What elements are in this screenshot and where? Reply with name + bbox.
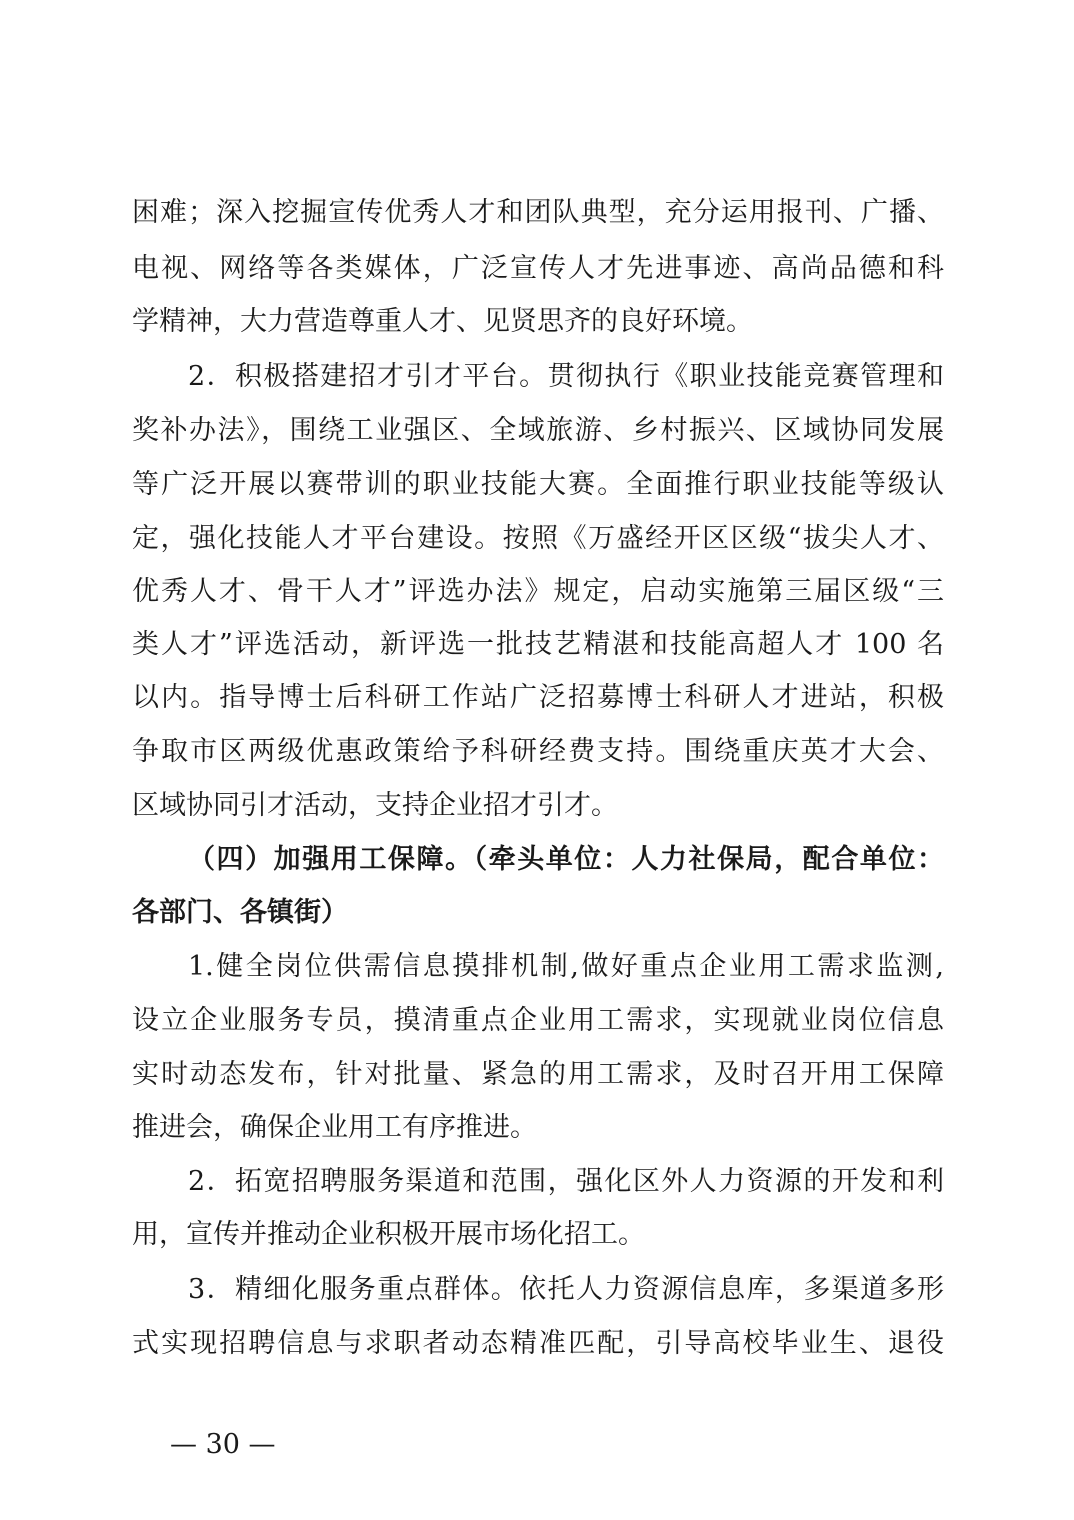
paragraph-line: 式实现招聘信息与求职者动态精准匹配，引导高校毕业生、退役 xyxy=(132,1328,944,1359)
paragraph-line: 设立企业服务专员，摸清重点企业用工需求，实现就业岗位信息 xyxy=(132,1005,944,1036)
section-heading-line: （四）加强用工保障。（牵头单位：人力社保局，配合单位： xyxy=(188,844,944,875)
paragraph-line: 电视、网络等各类媒体，广泛宣传人才先进事迹、高尚品德和科 xyxy=(132,253,944,284)
paragraph-line: 实时动态发布，针对批量、紧急的用工需求，及时召开用工保障 xyxy=(132,1059,944,1090)
paragraph-line: 以内。指导博士后科研工作站广泛招募博士科研人才进站，积极 xyxy=(132,682,944,713)
paragraph-line: 争取市区两级优惠政策给予科研经费支持。围绕重庆英才大会、 xyxy=(132,736,944,767)
paragraph-line: 2．积极搭建招才引才平台。贯彻执行《职业技能竞赛管理和 xyxy=(188,361,944,392)
paragraph-line: 类人才”评选活动，新评选一批技艺精湛和技能高超人才 100 名 xyxy=(132,629,944,660)
paragraph-line: 优秀人才、骨干人才”评选办法》规定，启动实施第三届区级“三 xyxy=(132,576,944,607)
paragraph-line: 等广泛开展以赛带训的职业技能大赛。全面推行职业技能等级认 xyxy=(132,469,944,500)
paragraph-line: 区域协同引才活动，支持企业招才引才。 xyxy=(132,790,618,821)
paragraph-line: 困难；深入挖掘宣传优秀人才和团队典型，充分运用报刊、广播、 xyxy=(132,197,944,228)
paragraph-line: 3．精细化服务重点群体。依托人力资源信息库，多渠道多形 xyxy=(188,1274,944,1305)
paragraph-line: 定，强化技能人才平台建设。按照《万盛经开区区级“拔尖人才、 xyxy=(132,523,944,554)
paragraph-line: 学精神，大力营造尊重人才、见贤思齐的良好环境。 xyxy=(132,306,753,337)
paragraph-line: 1.健全岗位供需信息摸排机制,做好重点企业用工需求监测, xyxy=(188,951,944,982)
paragraph-line: 2．拓宽招聘服务渠道和范围，强化区外人力资源的开发和利 xyxy=(188,1166,944,1197)
paragraph-line: 奖补办法》，围绕工业强区、全域旅游、乡村振兴、区域协同发展 xyxy=(132,415,944,446)
paragraph-line: 推进会，确保企业用工有序推进。 xyxy=(132,1112,537,1143)
page-number: — 30 — xyxy=(170,1429,276,1460)
paragraph-line: 用，宣传并推动企业积极开展市场化招工。 xyxy=(132,1219,645,1250)
section-heading-line: 各部门、各镇街） xyxy=(132,897,348,928)
